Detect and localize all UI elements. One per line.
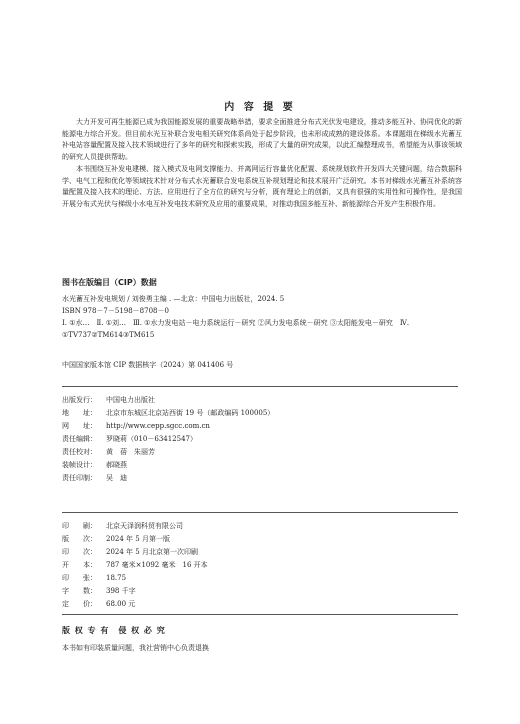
info-key: 印 刷： (62, 521, 97, 530)
cip-line-classification: Ⅰ. ①水… Ⅱ. ①刘… Ⅲ. ①水力发电站－电力系统运行－研究 ②风力发电系统－研究 ③太阳能发电－研究 Ⅳ. ①TV737②TM614③TM615 (62, 319, 410, 339)
rights-note: 本书如有印装质量问题，我社营销中心负责退换 (62, 644, 209, 652)
info-value: 18.75 (106, 573, 127, 582)
summary-paragraph-1: 大力开发可再生能源已成为我国能源发展的重要战略举措，要求全面推进分布式光伏发电建设，推动多能互补、协同优化的新能源电力综合开发。但目前水光互补联合发电相关研究体系尚处于起步阶段，也未形成成熟的建设体系。本课题组在梯级水光蓄互补电站容量配置及接入技术领域进行了多年的研究和探索实践，形成了大量的研究成果，以此汇编整理成书，希望能为从事该领域的研究人员提供帮助。 (62, 118, 462, 161)
info-value: 罗晓莉（010－63412547） (106, 434, 197, 443)
info-key: 出版发行： (62, 395, 97, 404)
info-value: 2024 年 5 月第一版 (106, 534, 170, 543)
info-key: 版 次： (62, 534, 97, 543)
info-value: 郝晓燕 (106, 460, 127, 469)
info-row (62, 584, 462, 597)
info-row (62, 458, 462, 471)
info-key: 责任印制： (62, 473, 97, 482)
cip-record (62, 293, 462, 341)
info-key: 开 本： (62, 560, 97, 569)
info-row (62, 558, 462, 571)
cip-db-number: 中国国家版本馆 CIP 数据核字（2024）第 041406 号 (62, 361, 234, 369)
info-key: 印 次： (62, 547, 97, 556)
divider (62, 512, 458, 513)
divider (62, 614, 458, 615)
info-value: 398 千字 (106, 586, 136, 595)
info-row (62, 445, 462, 458)
info-value: 黄 蓓 朱丽芳 (106, 447, 155, 456)
info-row (62, 532, 462, 545)
cip-title: 图书在版编目（CIP）数据 (62, 278, 157, 287)
divider (62, 386, 458, 387)
info-row (62, 419, 462, 432)
info-value: 68.00 元 (106, 599, 136, 608)
cip-line-title: 水光蓄互补发电规划 / 刘俊勇主编 . —北京：中国电力出版社，2024. 5 (62, 295, 285, 303)
publisher-info (62, 393, 462, 484)
info-row (62, 471, 462, 484)
summary-title: 内 容 提 要 (224, 102, 296, 113)
info-row (62, 519, 462, 532)
info-key: 定 价： (62, 599, 97, 608)
rights-title: 版 权 专 有 侵 权 必 究 (62, 626, 166, 635)
info-key: 责任编辑： (62, 434, 97, 443)
info-key: 责任校对： (62, 447, 97, 456)
info-key: 印 张： (62, 573, 97, 582)
info-value: 787 毫米×1092 毫米 16 开本 (106, 560, 208, 569)
info-value: 北京市东城区北京站西街 19 号（邮政编码 100005） (106, 408, 275, 417)
info-row (62, 406, 462, 419)
info-value: 北京天泽润科贸有限公司 (106, 521, 183, 530)
info-key: 装帧设计： (62, 460, 97, 469)
info-row (62, 597, 462, 610)
info-key: 字 数： (62, 586, 97, 595)
info-value: 2024 年 5 月北京第一次印刷 (106, 547, 198, 556)
cip-line-isbn: ISBN 978－7－5198－8708－0 (62, 307, 169, 315)
summary-paragraph-2: 本书围绕互补发电建模、接入模式及电网支撑能力、并离网运行容量优化配置、系统规划软件开发四大关键问题，结合数据科学、电气工程和优化等领域技术针对分布式水光蓄联合发电系统互补规划理论和技术展开广泛研究。本书对梯级水光蓄互补系统容量配置及接入技术的理论、方法、应用进行了全方位的研究与分析，既有理论上的创新，又具有很强的实用性和可操作性，是我国开展分布式光伏与梯级小水电互补发电技术研究及应用的重要成果，对推动我国多能互补、新能源综合开发产生积极作用。 (62, 165, 462, 208)
printing-info (62, 519, 462, 610)
info-row (62, 545, 462, 558)
website-link[interactable]: http://www.cepp.sgcc.com.cn (106, 421, 210, 430)
info-row (62, 571, 462, 584)
info-row (62, 393, 462, 406)
info-key: 地 址： (62, 408, 97, 417)
info-row (62, 432, 462, 445)
info-key: 网 址： (62, 421, 97, 430)
info-value: 吴 迪 (106, 473, 127, 482)
info-value: 中国电力出版社 (106, 395, 155, 404)
